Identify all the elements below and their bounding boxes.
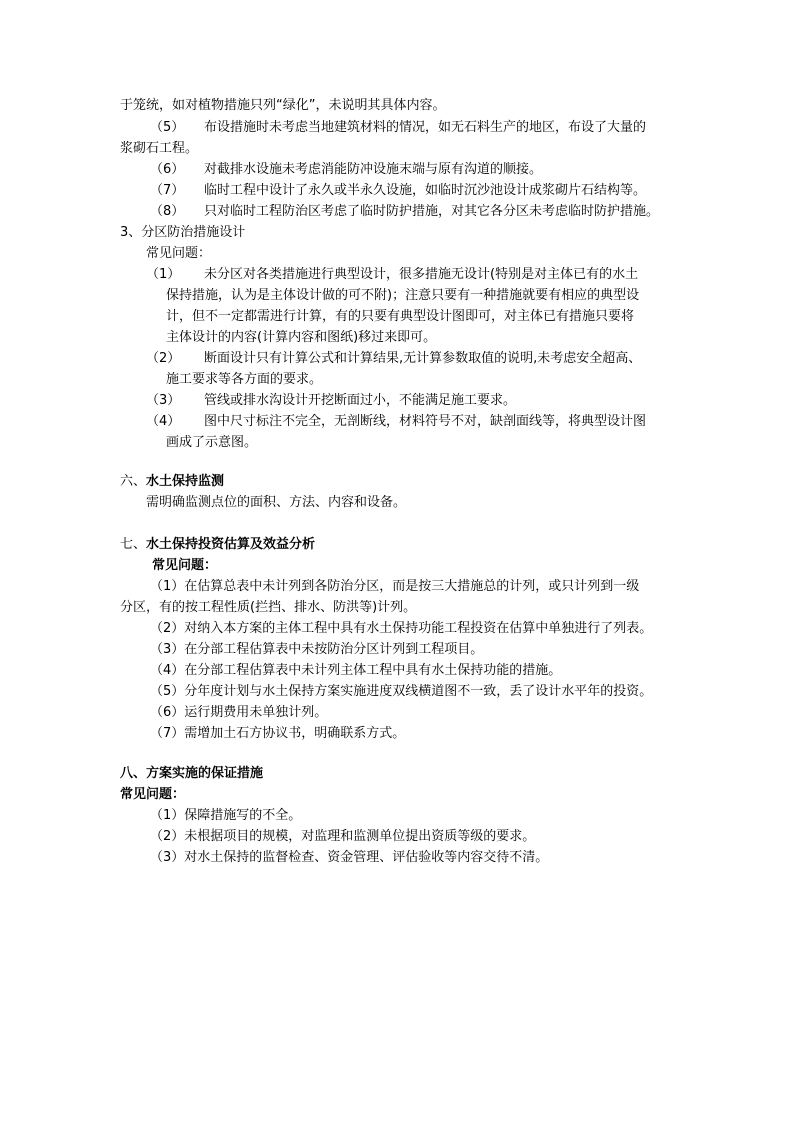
list-item-7 (150, 181, 646, 201)
subsection-heading: 3、分区防治措施设计 (120, 225, 246, 240)
item-text: 对截排水设施未考虑消能防冲设施末端与原有沟道的顺接。 (204, 162, 543, 177)
list-item-6 (150, 160, 542, 180)
item-text: 未分区对各类措施进行典型设计，很多措施无设计(特别是对主体已有的水土 (204, 267, 639, 282)
list-item: （1）在估算总表中未计列到各防治分区，而是按三大措施总的计列，或只计列到一级 (150, 579, 640, 594)
list-item-3 (146, 391, 516, 411)
list-item-4 (146, 412, 646, 432)
section-number: 六、 (120, 474, 147, 489)
item-text: 管线或排水沟设计开挖断面过小，不能满足施工要求。 (204, 393, 517, 408)
list-item: （3）在分部工程估算表中未按防治分区计列到工程项目。 (150, 642, 484, 657)
section-heading-6 (120, 472, 224, 492)
item-text: 临时工程中设计了永久或半永久设施，如临时沉沙池设计成浆砌片石结构等。 (204, 183, 647, 198)
section-number: 七、 (120, 537, 147, 552)
item-text: 布设措施时未考虑当地建筑材料的情况，如无石料生产的地区，布设了大量的 (204, 120, 647, 135)
item-continuation: 画成了示意图。 (166, 435, 258, 450)
item-number: （6） (150, 162, 185, 177)
item-continuation: 分区，有的按工程性质(拦挡、排水、防洪等)计列。 (120, 600, 417, 615)
item-continuation: 施工要求等各方面的要求。 (166, 372, 323, 387)
issues-label: 常见问题： (146, 246, 212, 261)
item-continuation: 保持措施，认为是主体设计做的可不附)；注意只要有一种措施就要有相应的典型设 (166, 288, 640, 303)
list-item: （2）对纳入本方案的主体工程中具有水土保持功能工程投资在估算中单独进行了列表。 (150, 621, 653, 636)
item-number: （1） (146, 267, 181, 282)
section-heading-7 (120, 535, 315, 555)
item-number: （7） (150, 183, 185, 198)
list-item-8 (150, 202, 659, 222)
list-item: （6）运行期费用未单独计列。 (150, 705, 328, 720)
item-text: 只对临时工程防治区考虑了临时防护措施，对其它各分区未考虑临时防护措施。 (204, 204, 660, 219)
section-title: 水土保持投资估算及效益分析 (146, 537, 316, 552)
item-continuation: 主体设计的内容(计算内容和图纸)移过来即可。 (166, 330, 437, 345)
issues-label: 常见问题： (120, 787, 186, 802)
item-number: （5） (150, 120, 185, 135)
list-item: （3）对水土保持的监督检查、资金管理、评估验收等内容交待不清。 (150, 850, 549, 865)
list-item-5 (150, 118, 646, 138)
item-continuation: 计，但不一定都需进行计算，有的只要有典型设计图即可，对主体已有措施只要将 (166, 309, 635, 324)
item-text: 图中尺寸标注不完全，无剖断线，材料符号不对，缺剖面线等，将典型设计图 (204, 414, 647, 429)
section-heading-8: 八、方案实施的保证措施 (120, 766, 264, 781)
section-title: 水土保持监测 (146, 474, 225, 489)
list-item: （7）需增加土石方协议书，明确联系方式。 (150, 726, 406, 741)
list-item-2 (146, 349, 641, 369)
list-item-1 (146, 265, 638, 285)
item-number: （8） (150, 204, 185, 219)
item-continuation: 浆砌石工程。 (120, 141, 199, 156)
paragraph: 需明确监测点位的面积、方法、内容和设备。 (146, 495, 407, 510)
item-number: （4） (146, 414, 181, 429)
issues-label: 常见问题： (152, 558, 218, 573)
list-item: （2）未根据项目的规模，对监理和监测单位提出资质等级的要求。 (150, 829, 536, 844)
list-item: （5）分年度计划与水土保持方案实施进度双线横道图不一致，丢了设计水平年的投资。 (150, 684, 653, 699)
item-text: 断面设计只有计算公式和计算结果,无计算参数取值的说明,未考虑安全超高、 (204, 351, 642, 366)
list-item: （4）在分部工程估算表中未计列主体工程中具有水土保持功能的措施。 (150, 663, 562, 678)
paragraph-line: 于笼统，如对植物措施只列“绿化”，未说明其具体内容。 (120, 98, 446, 113)
item-number: （2） (146, 351, 181, 366)
item-number: （3） (146, 393, 181, 408)
list-item: （1）保障措施写的不全。 (150, 808, 302, 823)
